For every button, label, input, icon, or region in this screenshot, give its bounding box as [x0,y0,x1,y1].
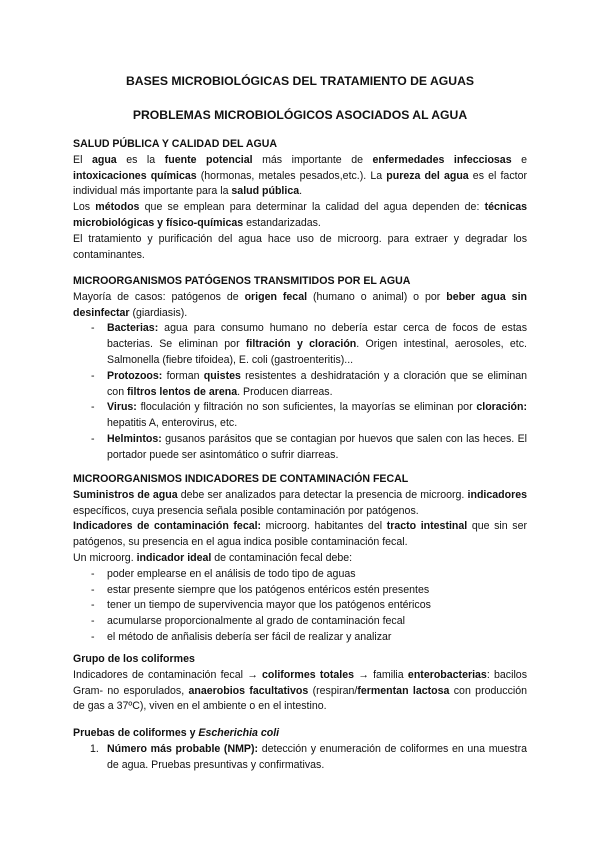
list-item: 1. Número más probable (NMP): detección y enumeración de coliformes en una muestra de agua. Pruebas presuntivas y confirmativas. [90,742,527,771]
list-item: - Helmintos: gusanos parásitos que se contagian por huevos que salen con las heces. El portador puede ser asintomático o sufrir diarreas. [73,432,527,464]
document-subtitle: PROBLEMAS MICROBIOLÓGICOS ASOCIADOS AL AGUA [132,108,468,122]
section-pruebas [73,726,527,773]
paragraph: Un microorg. indicador ideal de contaminación fecal debe: [73,551,353,564]
list-item: - el método de anñalisis debería ser fácil de realizar y analizar [73,630,527,646]
section-heading: MICROORGANISMOS PATÓGENOS TRANSMITIDOS POR EL AGUA [73,275,411,287]
paragraph: Los métodos que se emplean para determinar la calidad del agua dependen de: técnicas microbiológicas y físico-químicas estandarizadas. [73,201,528,229]
paragraph: Suministros de agua debe ser analizados para detectar la presencia de microorg. indicadores específicos, cuya presencia señala posible contaminación por patógenos. [73,488,527,517]
paragraph: Indicadores de contaminación fecal → coliformes totales → familia enterobacterias: bacilos Gram- no esporulados, anaerobios facultativos (respiran/fermentan lactosa con producción de gas a 37ºC), viven en el ambiente o en el intestino. [73,668,527,713]
indicator-criteria-list [73,567,527,646]
section-heading: MICROORGANISMOS INDICADORES DE CONTAMINACIÓN FECAL [73,473,409,485]
paragraph: El tratamiento y purificación del agua hace uso de microorg. para extraer y degradar los contaminantes. [73,232,527,261]
section-heading: SALUD PÚBLICA Y CALIDAD DEL AGUA [73,138,278,150]
list-item: - poder emplearse en el análisis de todo tipo de aguas [73,567,527,583]
section-patogenos [73,274,527,464]
section-indicadores [73,472,527,646]
section-salud-publica [73,137,527,263]
tests-list [73,742,527,774]
document-title: BASES MICROBIOLÓGICAS DEL TRATAMIENTO DE AGUAS [125,74,475,88]
section-coliformes [73,652,527,715]
section-heading: Pruebas de coliformes y Escherichia coli [73,727,280,739]
list-item: - acumularse proporcionalmente al grado de contaminación fecal [73,614,527,630]
list-item: - Protozoos: forman quistes resistentes a deshidratación y a cloración que se eliminan con filtros lentos de arena. Producen diarreas. [73,369,527,401]
list-item: - Virus: floculación y filtración no son suficientes, la mayorías se eliminan por cloración: hepatitis A, enterovirus, etc. [73,400,527,432]
pathogen-list [73,321,527,463]
paragraph: El agua es la fuente potencial más importante de enfermedades infecciosas e intoxicaciones químicas (hormonas, metales pesados,etc.). La pureza del agua es el factor individual más importante para la salud pública. [73,153,528,198]
list-item: - Bacterias: agua para consumo humano no debería estar cerca de focos de estas bacterias. Se eliminan por filtración y cloración. Origen intestinal, aerosoles, etc. Salmonella (fiebre tifoidea), E. coli (gastroenteritis)... [73,321,527,368]
list-item: - tener un tiempo de supervivencia mayor que los patógenos entéricos [73,598,527,614]
paragraph: Indicadores de contaminación fecal: microorg. habitantes del tracto intestinal que sin ser patógenos, su presencia en el agua indica posible contaminación fecal. [73,520,527,549]
paragraph: Mayoría de casos: patógenos de origen fecal (humano o animal) o por beber agua sin desinfectar (giardiasis). [73,290,527,319]
section-heading: Grupo de los coliformes [73,653,195,665]
list-item: - estar presente siempre que los patógenos entéricos estén presentes [73,583,527,599]
